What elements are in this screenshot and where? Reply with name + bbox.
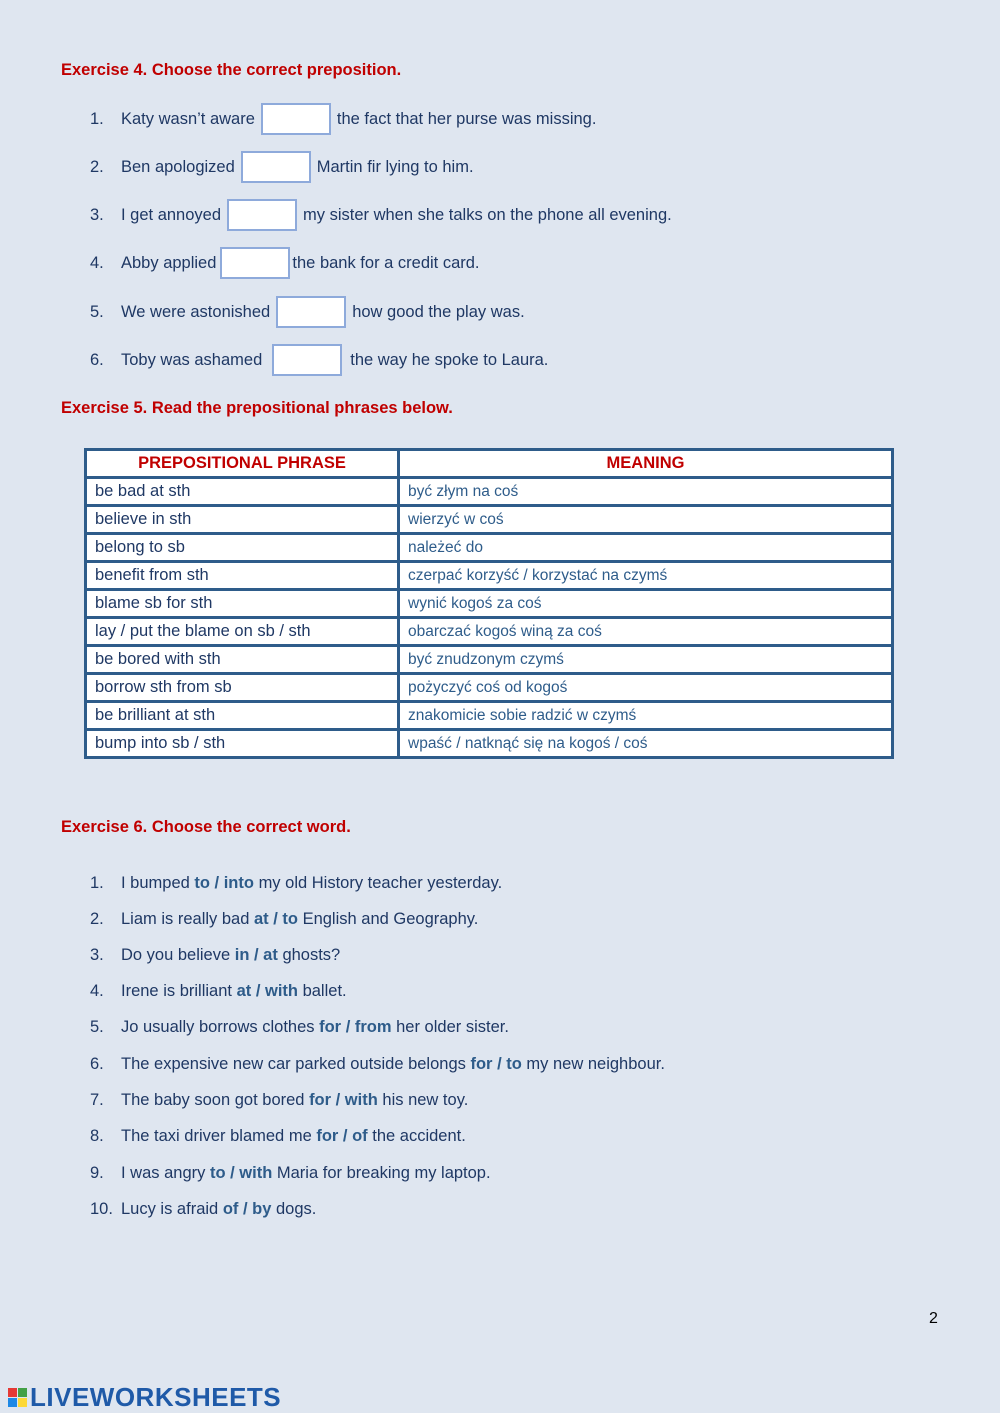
word-choice-9[interactable]: to / with bbox=[209, 1164, 273, 1182]
phrase-cell: be bad at sth bbox=[86, 478, 399, 506]
table-row bbox=[86, 534, 893, 562]
item-number: 9. bbox=[90, 1164, 104, 1182]
word-choice-2[interactable]: at / to bbox=[253, 910, 298, 928]
exercise-6-item-6 bbox=[90, 1055, 665, 1074]
exercise-4-item-4 bbox=[90, 248, 480, 278]
table-row bbox=[86, 674, 893, 702]
item-number: 2. bbox=[90, 910, 104, 928]
item-number: 2. bbox=[90, 157, 104, 176]
item-text-after: dogs. bbox=[276, 1200, 317, 1218]
item-text-before: Do you believe bbox=[121, 946, 231, 964]
item-text-before: I get annoyed bbox=[121, 205, 221, 224]
liveworksheets-logo[interactable] bbox=[8, 1382, 281, 1413]
table-header-row bbox=[86, 450, 893, 478]
item-text-after: her older sister. bbox=[396, 1018, 509, 1036]
item-text-before: Jo usually borrows clothes bbox=[121, 1018, 315, 1036]
phrase-cell: believe in sth bbox=[86, 506, 399, 534]
exercise-6-item-10 bbox=[90, 1200, 316, 1219]
item-text-after: the way he spoke to Laura. bbox=[350, 350, 549, 369]
word-choice-6[interactable]: for / to bbox=[470, 1055, 522, 1073]
answer-box-2[interactable] bbox=[241, 151, 311, 183]
meaning-cell: należeć do bbox=[399, 534, 893, 562]
item-text-before: The expensive new car parked outside belongs bbox=[121, 1055, 466, 1073]
exercise-6-item-5 bbox=[90, 1018, 509, 1037]
item-text-after: my sister when she talks on the phone all evening. bbox=[303, 205, 672, 224]
item-text-after: his new toy. bbox=[382, 1091, 469, 1109]
phrase-cell: lay / put the blame on sb / sth bbox=[86, 618, 399, 646]
meaning-cell: wpaść / natknąć się na kogoś / coś bbox=[399, 730, 893, 758]
item-number: 5. bbox=[90, 302, 104, 321]
item-number: 8. bbox=[90, 1127, 104, 1145]
item-text-after: ballet. bbox=[302, 982, 347, 1000]
exercise-6-item-3 bbox=[90, 946, 340, 965]
item-text-after: Maria for breaking my laptop. bbox=[276, 1164, 491, 1182]
word-choice-8[interactable]: for / of bbox=[316, 1127, 368, 1145]
meaning-cell: znakomicie sobie radzić w czymś bbox=[399, 702, 893, 730]
logo-squares-icon bbox=[8, 1388, 27, 1407]
item-text-after: how good the play was. bbox=[352, 302, 525, 321]
exercise-6-item-8 bbox=[90, 1127, 466, 1146]
word-choice-1[interactable]: to / into bbox=[194, 874, 254, 892]
table-row bbox=[86, 478, 893, 506]
word-choice-4[interactable]: at / with bbox=[236, 982, 298, 1000]
item-text-after: Martin fir lying to him. bbox=[316, 157, 474, 176]
item-number: 3. bbox=[90, 946, 104, 964]
item-text-before: Irene is brilliant bbox=[121, 982, 232, 1000]
item-text-before: The baby soon got bored bbox=[121, 1091, 305, 1109]
word-choice-3[interactable]: in / at bbox=[234, 946, 278, 964]
meaning-cell: być znudzonym czymś bbox=[399, 646, 893, 674]
item-text-after: the accident. bbox=[372, 1127, 466, 1145]
item-text-after: my old History teacher yesterday. bbox=[258, 874, 503, 892]
table-row bbox=[86, 562, 893, 590]
exercise-6-item-4 bbox=[90, 982, 347, 1001]
item-text-before: We were astonished bbox=[121, 302, 271, 321]
answer-box-1[interactable] bbox=[261, 103, 331, 135]
item-text-before: I bumped bbox=[121, 874, 190, 892]
phrase-column-header: PREPOSITIONAL PHRASE bbox=[86, 450, 399, 478]
meaning-column-header: MEANING bbox=[399, 450, 893, 478]
item-number: 10. bbox=[90, 1200, 113, 1218]
meaning-cell: wierzyć w coś bbox=[399, 506, 893, 534]
item-text-after: the bank for a credit card. bbox=[292, 253, 480, 272]
exercise-4-item-3 bbox=[90, 200, 672, 230]
item-text-before: I was angry bbox=[121, 1164, 206, 1182]
exercise-5-title: Exercise 5. Read the prepositional phrases below. bbox=[61, 399, 453, 417]
table-row bbox=[86, 590, 893, 618]
phrase-cell: be brilliant at sth bbox=[86, 702, 399, 730]
item-text-before: Abby applied bbox=[121, 253, 217, 272]
table-row bbox=[86, 506, 893, 534]
item-number: 4. bbox=[90, 253, 104, 272]
exercise-6-item-7 bbox=[90, 1091, 468, 1110]
exercise-4-item-1 bbox=[90, 104, 596, 134]
item-text-after: my new neighbour. bbox=[526, 1055, 665, 1073]
item-number: 4. bbox=[90, 982, 104, 1000]
answer-box-3[interactable] bbox=[227, 199, 297, 231]
answer-box-5[interactable] bbox=[276, 296, 346, 328]
item-text-before: The taxi driver blamed me bbox=[121, 1127, 312, 1145]
page-number: 2 bbox=[929, 1310, 938, 1327]
table-row bbox=[86, 646, 893, 674]
item-text-after: ghosts? bbox=[282, 946, 341, 964]
word-choice-5[interactable]: for / from bbox=[319, 1018, 392, 1036]
exercise-6-title: Exercise 6. Choose the correct word. bbox=[61, 818, 351, 836]
item-text-before: Ben apologized bbox=[121, 157, 235, 176]
logo-text: LIVEWORKSHEETS bbox=[30, 1382, 282, 1412]
item-number: 3. bbox=[90, 205, 104, 224]
table-row bbox=[86, 618, 893, 646]
answer-box-6[interactable] bbox=[272, 344, 342, 376]
phrase-cell: belong to sb bbox=[86, 534, 399, 562]
meaning-cell: czerpać korzyść / korzystać na czymś bbox=[399, 562, 893, 590]
phrase-cell: borrow sth from sb bbox=[86, 674, 399, 702]
item-text-before: Toby was ashamed bbox=[121, 350, 263, 369]
exercise-6-item-2 bbox=[90, 910, 478, 929]
phrase-cell: be bored with sth bbox=[86, 646, 399, 674]
item-number: 6. bbox=[90, 1055, 104, 1073]
item-text-before: Katy wasn’t aware bbox=[121, 109, 255, 128]
word-choice-10[interactable]: of / by bbox=[222, 1200, 272, 1218]
item-number: 1. bbox=[90, 874, 104, 892]
phrase-cell: bump into sb / sth bbox=[86, 730, 399, 758]
meaning-cell: wynić kogoś za coś bbox=[399, 590, 893, 618]
meaning-cell: być złym na coś bbox=[399, 478, 893, 506]
exercise-4-item-5 bbox=[90, 297, 525, 327]
meaning-cell: pożyczyć coś od kogoś bbox=[399, 674, 893, 702]
phrase-cell: blame sb for sth bbox=[86, 590, 399, 618]
exercise-4-item-2 bbox=[90, 152, 474, 182]
phrase-cell: benefit from sth bbox=[86, 562, 399, 590]
table-row bbox=[86, 702, 893, 730]
item-text-after: the fact that her purse was missing. bbox=[336, 109, 597, 128]
item-number: 6. bbox=[90, 350, 104, 369]
item-text-before: Lucy is afraid bbox=[121, 1200, 219, 1218]
exercise-6-item-9 bbox=[90, 1164, 491, 1183]
answer-box-4[interactable] bbox=[220, 247, 290, 279]
item-text-after: English and Geography. bbox=[302, 910, 479, 928]
exercise-6-item-1 bbox=[90, 874, 502, 893]
word-choice-7[interactable]: for / with bbox=[309, 1091, 378, 1109]
item-number: 1. bbox=[90, 109, 104, 128]
item-text-before: Liam is really bad bbox=[121, 910, 250, 928]
item-number: 7. bbox=[90, 1091, 104, 1109]
phrases-table bbox=[84, 448, 894, 759]
meaning-cell: obarczać kogoś winą za coś bbox=[399, 618, 893, 646]
table-row bbox=[86, 730, 893, 758]
exercise-4-item-6 bbox=[90, 345, 548, 375]
exercise-4-title: Exercise 4. Choose the correct preposition. bbox=[61, 61, 402, 79]
item-number: 5. bbox=[90, 1018, 104, 1036]
